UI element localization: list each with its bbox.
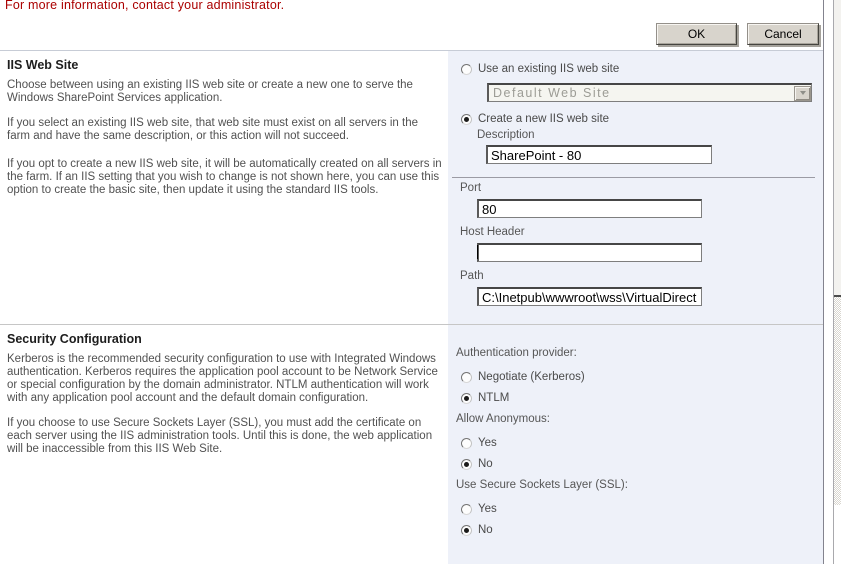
dropdown-arrow-button [794, 86, 811, 101]
iis-web-site-section [0, 51, 823, 324]
ntlm-radio-row [461, 392, 823, 404]
ssl-no-radio-row [461, 524, 823, 536]
ssl-no-radio-label[interactable]: No [478, 524, 493, 536]
path-input[interactable] [477, 287, 702, 306]
iis-section-title: IIS Web Site [7, 58, 79, 72]
iis-section-controls [448, 51, 823, 324]
description-label: Description [477, 129, 535, 141]
action-buttons [656, 23, 819, 45]
iis-paragraph-2: If you select an existing IIS web site, that web site must exist on all servers in the farm and have the same description, or this action will not succeed. [7, 117, 418, 142]
ssl-yes-radio-row [461, 503, 823, 515]
host-header-input[interactable] [477, 243, 702, 262]
existing-site-radio-label[interactable]: Use an existing IIS web site [478, 63, 620, 75]
content-right-border [823, 0, 824, 564]
host-header-label: Host Header [460, 226, 525, 238]
anonymous-no-radio-row [461, 458, 823, 470]
port-input[interactable] [477, 199, 702, 218]
port-label: Port [460, 182, 482, 194]
scrollbar-thumb[interactable] [834, 0, 841, 297]
new-site-radio-row [461, 113, 823, 125]
anonymous-yes-radio-row [461, 437, 823, 449]
new-site-radio[interactable] [461, 114, 472, 125]
ok-button[interactable]: OK [656, 23, 737, 45]
kerberos-radio-row [461, 371, 823, 383]
anonymous-yes-radio-label[interactable]: Yes [478, 437, 497, 449]
iis-site-dropdown [487, 83, 812, 102]
security-configuration-section [0, 324, 823, 564]
vertical-scrollbar[interactable] [833, 0, 841, 564]
iis-paragraph-3: If you opt to create a new IIS web site, it will be automatically created on all servers in the farm. If an IIS setting that you wish to change is not shown here, you can use this option to create the basic site, then update it using the standard IIS tools. [7, 158, 442, 196]
scrollbar-track[interactable] [834, 297, 841, 505]
settings-content [0, 50, 823, 564]
auth-provider-label: Authentication provider: [456, 347, 577, 359]
security-paragraph-1: Kerberos is the recommended security configuration to use with Integrated Windows authentication. Kerberos requires the application pool account to be Network Service or special configuration by the domain administrator. NTLM authentication will work with any application pool account and the default domain configuration. [7, 353, 438, 404]
iis-paragraph-1: Choose between using an existing IIS web site or create a new one to serve the Windows SharePoint Services application. [7, 79, 413, 104]
panel-divider [452, 177, 815, 178]
security-paragraph-2: If you choose to use Secure Sockets Layer (SSL), you must add the certificate on each server using the IIS administration tools. Until this is done, the web application will be inaccessible from this IIS Web Site. [7, 417, 433, 455]
cancel-button[interactable]: Cancel [747, 23, 819, 45]
description-input[interactable] [486, 145, 712, 164]
kerberos-radio[interactable] [461, 372, 472, 383]
ssl-no-radio[interactable] [461, 525, 472, 536]
existing-site-radio[interactable] [461, 64, 472, 75]
admin-notice: For more information, contact your administrator. [5, 0, 285, 12]
chevron-down-icon [800, 91, 806, 95]
new-site-radio-label[interactable]: Create a new IIS web site [478, 113, 610, 125]
anonymous-no-radio[interactable] [461, 459, 472, 470]
ssl-yes-radio[interactable] [461, 504, 472, 515]
security-section-controls [448, 325, 823, 564]
allow-anonymous-label: Allow Anonymous: [456, 413, 550, 425]
security-section-description [0, 325, 448, 564]
host-header-wrap [456, 243, 823, 262]
text-cursor [477, 245, 478, 259]
security-section-title: Security Configuration [7, 332, 142, 346]
path-label: Path [460, 270, 484, 282]
kerberos-radio-label[interactable]: Negotiate (Kerberos) [478, 371, 585, 383]
existing-site-radio-row [461, 63, 823, 75]
ntlm-radio[interactable] [461, 393, 472, 404]
iis-section-description [0, 51, 448, 324]
ntlm-radio-label[interactable]: NTLM [478, 392, 510, 404]
anonymous-yes-radio[interactable] [461, 438, 472, 449]
ssl-yes-radio-label[interactable]: Yes [478, 503, 497, 515]
anonymous-no-radio-label[interactable]: No [478, 458, 493, 470]
iis-site-dropdown-value: Default Web Site [493, 86, 611, 100]
ssl-label: Use Secure Sockets Layer (SSL): [456, 479, 628, 491]
